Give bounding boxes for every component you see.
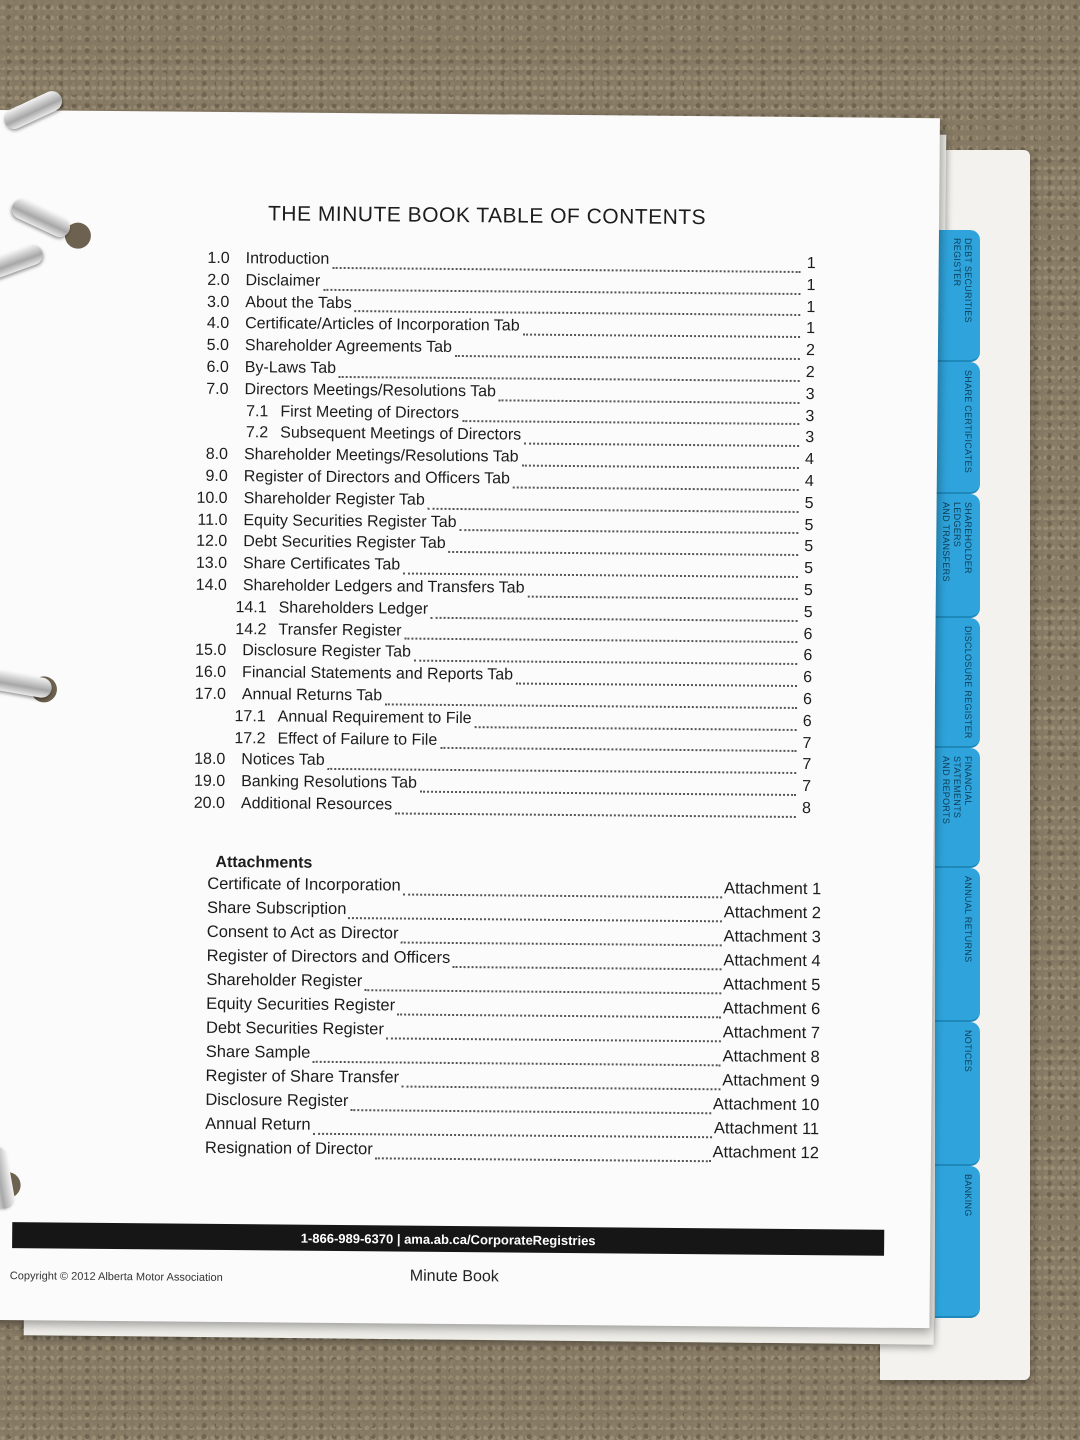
toc-page-number: 2 — [805, 342, 816, 360]
tab-notices[interactable] — [935, 1022, 980, 1166]
toc-number: 11.0 — [197, 511, 228, 529]
toc-number: 12.0 — [196, 533, 228, 551]
toc-label: Subsequent Meetings of Directors — [280, 424, 522, 444]
dot-leader — [364, 988, 721, 994]
table-of-contents — [169, 250, 816, 822]
toc-label: Shareholder Meetings/Resolutions Tab — [243, 446, 519, 466]
toc-number: 8.0 — [205, 445, 229, 464]
toc-number: 9.0 — [205, 467, 228, 485]
tab-label: ANNUAL RETURNS — [963, 876, 973, 963]
attachment-label: Consent to Act as Director — [206, 922, 399, 943]
toc-label: Register of Directors and Officers Tab — [243, 468, 511, 488]
dot-leader — [375, 1156, 711, 1162]
footer-contact-bar: 1-866-989-6370 | ama.ab.ca/CorporateRegistries — [12, 1222, 884, 1256]
toc-label: Banking Resolutions Tab — [241, 773, 418, 792]
dot-leader — [513, 485, 799, 490]
attachment-label: Disclosure Register — [205, 1090, 349, 1111]
attachment-ref: Attachment 2 — [723, 903, 822, 923]
toc-page-number: 4 — [804, 473, 814, 491]
dot-leader — [339, 375, 800, 382]
toc-number: 7.0 — [206, 380, 229, 398]
tab-share-certificates[interactable] — [935, 362, 980, 494]
toc-page-number: 6 — [803, 625, 813, 643]
tab-banking[interactable] — [935, 1166, 980, 1318]
dot-leader — [313, 1132, 712, 1138]
dot-leader — [323, 287, 800, 294]
attachment-label: Equity Securities Register — [206, 994, 396, 1015]
tab-label: FINANCIAL STATEMENTS AND REPORTS — [941, 756, 973, 825]
attachment-label: Debt Securities Register — [205, 1018, 384, 1039]
dot-leader — [455, 354, 800, 360]
dot-leader — [397, 1012, 721, 1018]
toc-label: Introduction — [245, 250, 330, 268]
toc-label: Directors Meetings/Resolutions Tab — [244, 380, 497, 401]
toc-number: 5.0 — [206, 337, 230, 355]
toc-page-number: 3 — [805, 407, 815, 425]
toc-number: 13.0 — [195, 554, 228, 573]
dot-leader — [523, 333, 801, 338]
attachment-ref: Attachment 8 — [722, 1047, 820, 1067]
tab-shareholder-ledgers[interactable] — [935, 494, 980, 618]
toc-page-number: 7 — [802, 734, 812, 752]
toc-number: 7.2 — [245, 424, 269, 442]
dot-leader — [385, 702, 797, 709]
tab-disclosure-register[interactable] — [935, 618, 980, 748]
toc-label: Transfer Register — [278, 620, 402, 640]
attachment-label: Shareholder Register — [206, 970, 363, 991]
dot-leader — [516, 681, 797, 686]
toc-number: 17.2 — [234, 729, 266, 747]
dot-leader — [428, 506, 799, 512]
attachment-ref: Attachment 6 — [722, 999, 821, 1019]
toc-number: 14.0 — [195, 576, 227, 594]
tab-label: DISCLOSURE REGISTER — [963, 626, 973, 739]
toc-page-number: 5 — [804, 538, 814, 556]
attachment-ref: Attachment 1 — [723, 879, 822, 899]
dot-leader — [499, 398, 800, 404]
divider-tabs — [935, 230, 980, 1320]
dot-leader — [414, 659, 797, 665]
dot-leader — [401, 1085, 720, 1091]
tab-debt-securities[interactable] — [935, 230, 980, 362]
page-title: THE MINUTE BOOK TABLE OF CONTENTS — [267, 202, 707, 230]
toc-page-number: 6 — [803, 647, 813, 665]
toc-label: By-Laws Tab — [244, 359, 337, 377]
dot-leader — [355, 309, 801, 316]
attachments-heading: Attachments — [215, 853, 313, 872]
toc-label: Shareholder Agreements Tab — [244, 337, 452, 357]
toc-number: 1.0 — [207, 249, 230, 268]
toc-page-number: 2 — [805, 364, 815, 382]
toc-page-number: 5 — [804, 494, 814, 512]
toc-label: Annual Requirement to File — [277, 708, 472, 727]
toc-label: Additional Resources — [240, 795, 393, 814]
toc-number: 4.0 — [206, 315, 230, 333]
dot-leader — [400, 941, 721, 947]
toc-number: 14.2 — [235, 620, 267, 638]
toc-page-number: 3 — [805, 385, 815, 403]
toc-label: Financial Statements and Reports Tab — [242, 664, 514, 684]
toc-label: Disclaimer — [245, 271, 321, 290]
dot-leader — [475, 725, 797, 731]
toc-number: 3.0 — [207, 293, 230, 311]
dot-leader — [350, 1108, 711, 1114]
dot-leader — [521, 464, 798, 469]
toc-number: 2.0 — [207, 271, 230, 289]
dot-leader — [395, 811, 796, 817]
dot-leader — [527, 594, 797, 599]
toc-page-number: 3 — [805, 429, 815, 447]
attachment-ref: Attachment 5 — [723, 975, 821, 995]
toc-label: Disclosure Register Tab — [242, 642, 412, 661]
toc-page-number: 7 — [802, 778, 812, 796]
tab-label: SHARE CERTIFICATES — [963, 370, 973, 474]
tab-annual-returns[interactable] — [935, 868, 980, 1022]
dot-leader — [403, 893, 722, 899]
dot-leader — [328, 767, 797, 774]
dot-leader — [386, 1036, 721, 1042]
toc-number: 18.0 — [194, 751, 226, 769]
dot-leader — [431, 615, 798, 621]
toc-label: Certificate/Articles of Incorporation Tab — [245, 315, 520, 335]
toc-label: Shareholder Register Tab — [243, 489, 425, 509]
toc-page-number: 5 — [804, 516, 814, 534]
dot-leader — [332, 266, 800, 273]
attachments-list — [205, 875, 821, 1168]
toc-label: Debt Securities Register Tab — [243, 533, 446, 553]
toc-page-number: 4 — [804, 451, 815, 469]
attachment-label: Register of Share Transfer — [205, 1066, 400, 1087]
toc-page-number: 5 — [803, 603, 813, 621]
attachment-label: Share Subscription — [206, 898, 347, 919]
toc-label: Effect of Failure to File — [277, 729, 438, 749]
attachment-ref: Attachment 4 — [723, 951, 821, 971]
dot-leader — [524, 442, 799, 447]
toc-label: About the Tabs — [245, 293, 352, 312]
dot-leader — [452, 965, 721, 970]
toc-label: Shareholders Ledger — [278, 599, 429, 618]
attachment-ref: Attachment 10 — [712, 1095, 820, 1115]
dot-leader — [449, 550, 799, 556]
toc-number: 16.0 — [194, 663, 227, 682]
toc-page-number: 6 — [803, 669, 813, 687]
attachment-label: Register of Directors and Officers — [206, 946, 451, 967]
tab-label: SHAREHOLDER LEDGERS AND TRANSFERS — [941, 502, 973, 582]
document-page — [0, 110, 940, 1328]
toc-number: 17.0 — [194, 685, 226, 703]
tab-financial-statements[interactable] — [935, 748, 980, 868]
toc-number: 19.0 — [193, 772, 226, 791]
toc-number: 7.1 — [246, 402, 269, 420]
attachment-ref: Attachment 3 — [723, 927, 821, 947]
toc-number: 20.0 — [193, 794, 226, 812]
attachment-entry — [205, 1139, 819, 1168]
toc-page-number: 5 — [804, 560, 814, 578]
copyright: Copyright © 2012 Alberta Motor Association — [9, 1270, 223, 1284]
footer-title: Minute Book — [409, 1267, 499, 1286]
attachment-label: Annual Return — [205, 1114, 311, 1134]
toc-number: 17.1 — [234, 707, 266, 726]
dot-leader — [462, 419, 799, 425]
dot-leader — [459, 528, 798, 534]
toc-page-number: 7 — [802, 756, 812, 774]
toc-page-number: 8 — [801, 799, 812, 818]
tab-label: BANKING — [963, 1174, 973, 1217]
dot-leader — [348, 916, 721, 922]
dot-leader — [312, 1060, 720, 1067]
toc-number: 10.0 — [196, 489, 228, 507]
toc-page-number: 1 — [806, 276, 816, 294]
attachment-ref: Attachment 7 — [722, 1023, 821, 1043]
toc-label: Notices Tab — [241, 751, 325, 770]
toc-label: First Meeting of Directors — [280, 403, 460, 422]
attachment-ref: Attachment 11 — [713, 1119, 820, 1139]
toc-number: 6.0 — [206, 358, 229, 376]
attachment-label: Certificate of Incorporation — [207, 874, 401, 895]
toc-label: Share Certificates Tab — [242, 555, 401, 574]
dot-leader — [420, 790, 796, 796]
attachment-ref: Attachment 12 — [712, 1143, 820, 1163]
toc-page-number: 1 — [806, 255, 816, 273]
attachment-label: Share Sample — [205, 1042, 311, 1062]
attachment-ref: Attachment 9 — [722, 1071, 820, 1091]
toc-label: Shareholder Ledgers and Transfers Tab — [242, 577, 525, 597]
toc-number: 15.0 — [195, 642, 227, 660]
tab-label: NOTICES — [963, 1030, 973, 1073]
tab-label: DEBT SECURITIES REGISTER — [952, 238, 973, 323]
toc-page-number: 1 — [806, 320, 816, 338]
dot-leader — [403, 571, 798, 577]
toc-page-number: 6 — [802, 690, 812, 709]
attachment-label: Resignation of Director — [204, 1138, 373, 1159]
dot-leader — [404, 637, 797, 643]
toc-entry — [169, 794, 811, 821]
toc-label: Annual Returns Tab — [241, 686, 383, 705]
toc-label: Equity Securities Register Tab — [243, 511, 457, 531]
toc-page-number: 5 — [803, 581, 813, 600]
dot-leader — [440, 746, 796, 752]
toc-number: 14.1 — [235, 598, 267, 617]
toc-page-number: 1 — [806, 298, 816, 316]
toc-page-number: 6 — [802, 712, 812, 730]
